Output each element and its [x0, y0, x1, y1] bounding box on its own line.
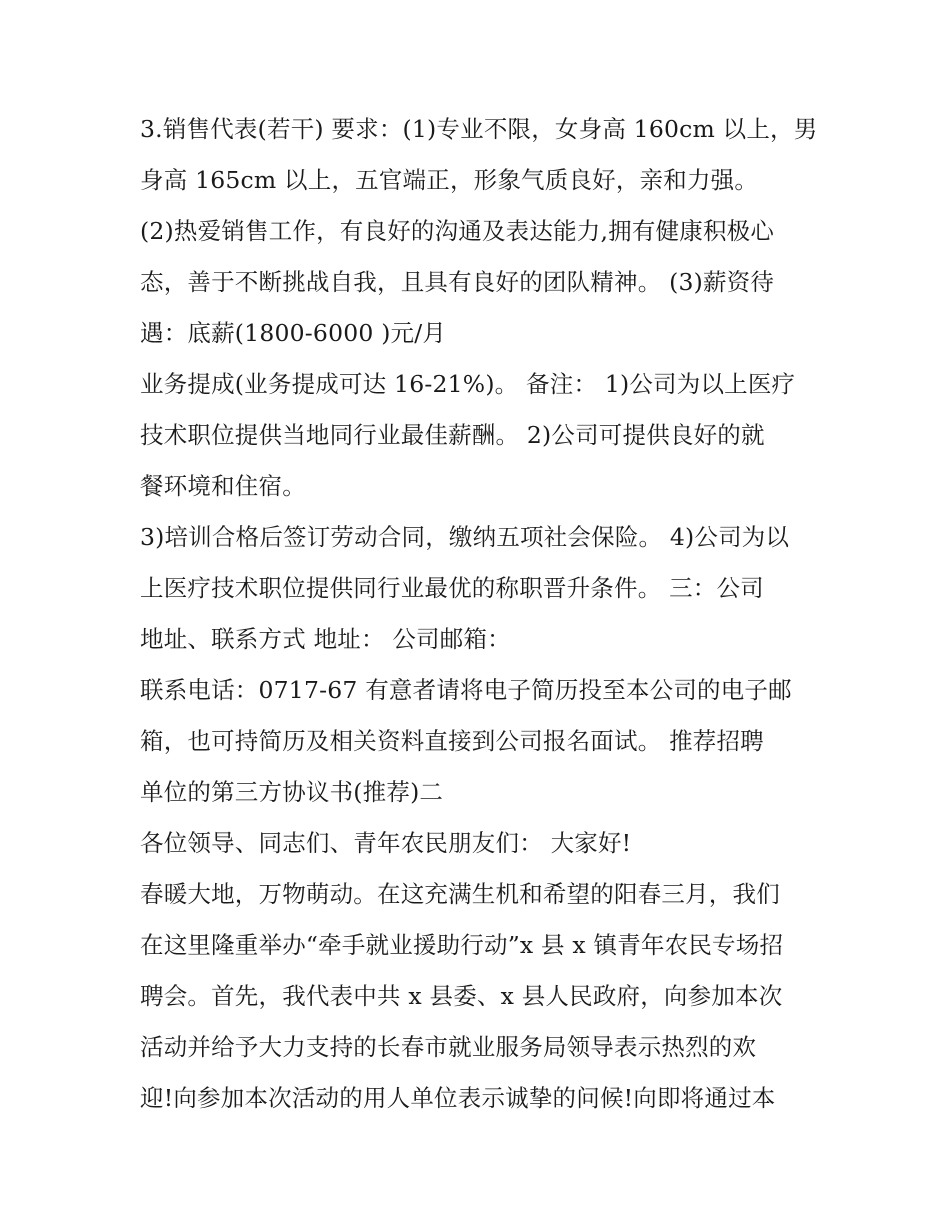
text-line: 春暖大地，万物萌动。在这充满生机和希望的阳春三月，我们	[140, 880, 780, 908]
text-line: 迎!向参加本次活动的用人单位表示诚挚的问候!向即将通过本	[140, 1084, 776, 1112]
text-line: 在这里隆重举办“牵手就业援助行动”x 县 x 镇青年农民专场招	[140, 931, 784, 959]
text-line: 业务提成(业务提成可达 16-21%)。 备注： 1)公司为以上医疗	[140, 370, 796, 398]
text-line: 3.销售代表(若干) 要求：(1)专业不限，女身高 160cm 以上，男	[140, 115, 818, 143]
text-line: 联系电话：0717-67 有意者请将电子简历投至本公司的电子邮	[140, 676, 792, 704]
text-line: 身高 165cm 以上，五官端正，形象气质良好，亲和力强。	[140, 166, 759, 194]
text-line: 上医疗技术职位提供同行业最优的称职晋升条件。 三：公司	[140, 574, 764, 602]
text-line: 各位领导、同志们、青年农民朋友们： 大家好!	[140, 829, 632, 857]
text-line: 箱，也可持简历及相关资料直接到公司报名面试。 推荐招聘	[140, 727, 764, 755]
text-line: 单位的第三方协议书(推荐)二	[140, 778, 444, 806]
text-line: 技术职位提供当地同行业最佳薪酬。 2)公司可提供良好的就	[140, 421, 765, 449]
text-line: 餐环境和住宿。	[140, 472, 306, 500]
text-line: 3)培训合格后签订劳动合同，缴纳五项社会保险。 4)公司为以	[140, 523, 790, 551]
text-line: (2)热爱销售工作，有良好的沟通及表达能力,拥有健康积极心	[140, 217, 775, 245]
text-line: 聘会。首先，我代表中共 x 县委、x 县人民政府，向参加本次	[140, 982, 783, 1010]
text-line: 遇：底薪(1800-6000 )元/月	[140, 319, 447, 347]
text-line: 地址、联系方式 地址： 公司邮箱：	[140, 625, 511, 653]
text-line: 活动并给予大力支持的长春市就业服务局领导表示热烈的欢	[140, 1033, 757, 1061]
text-line: 态，善于不断挑战自我，且具有良好的团队精神。 (3)薪资待	[140, 268, 775, 296]
